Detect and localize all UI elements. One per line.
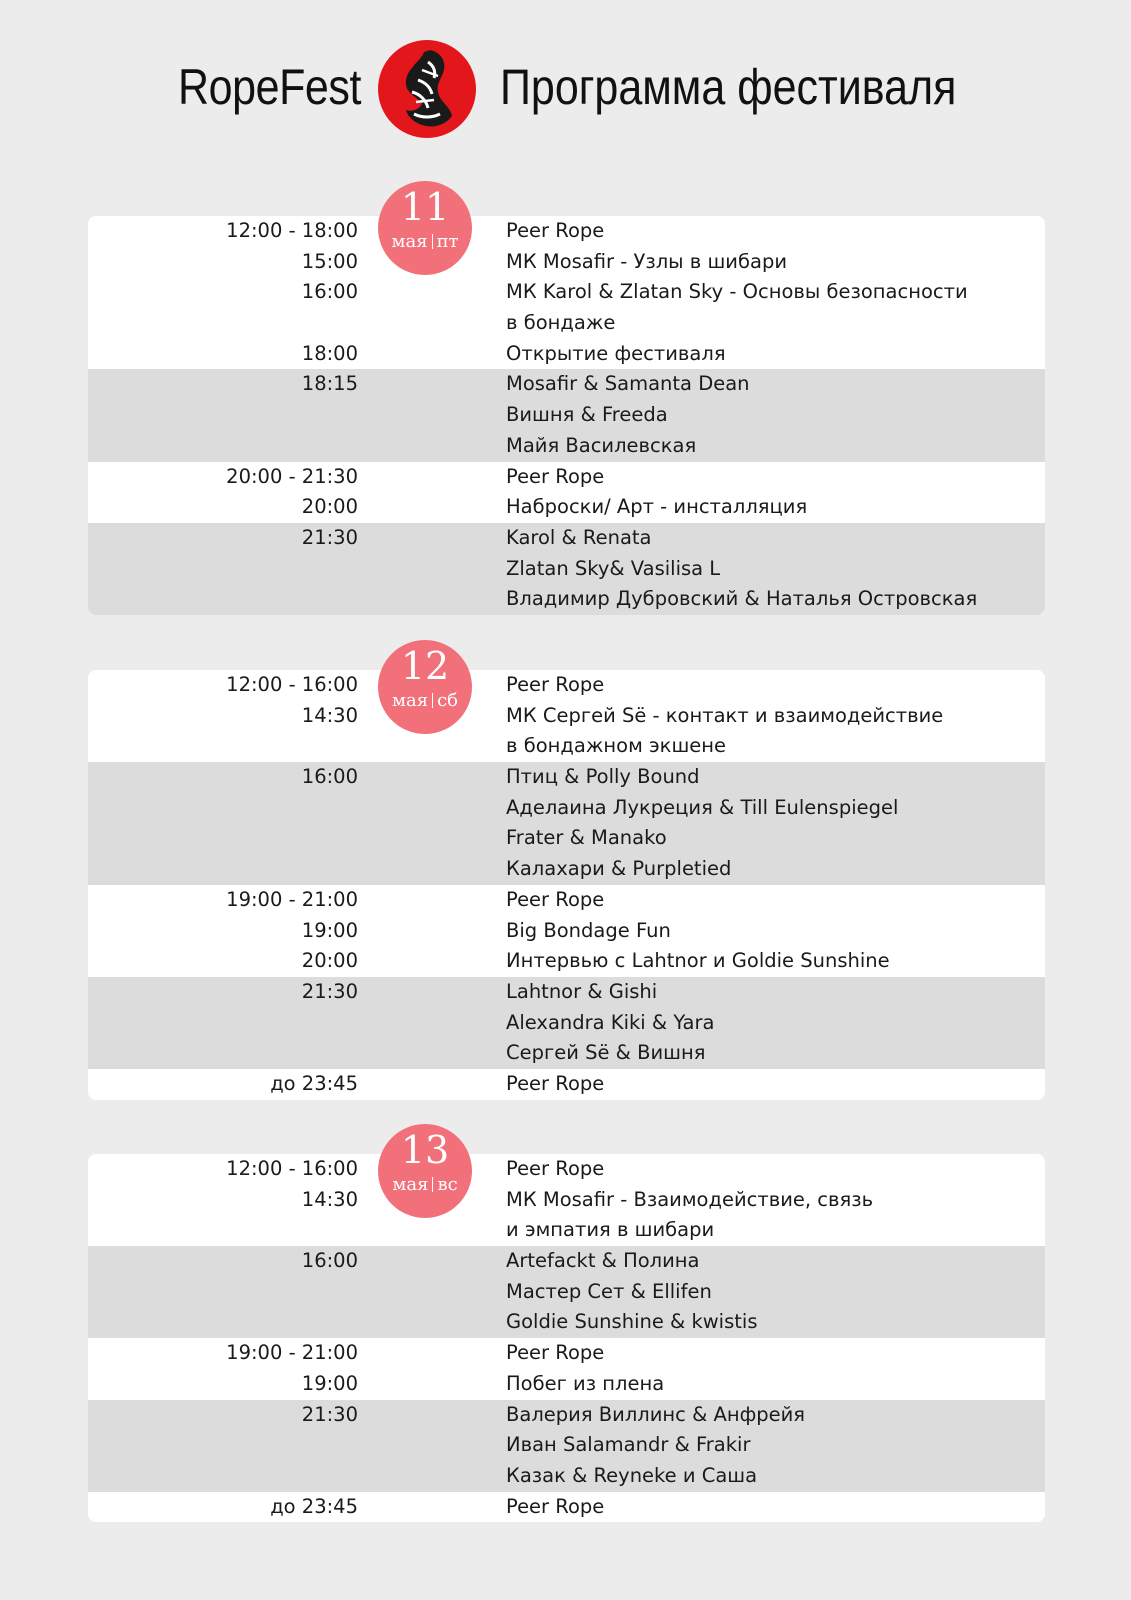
event-title: Казак & Reyneke и Саша	[506, 1463, 758, 1487]
event-title: в бондажном экшене	[506, 734, 727, 758]
schedule-row	[88, 339, 1045, 370]
day-card	[88, 1154, 1045, 1522]
schedule-row	[88, 1008, 1045, 1039]
event-title: Иван Salamandr & Frakir	[506, 1433, 751, 1457]
event-title: Peer Rope	[506, 1341, 605, 1365]
event-title: Peer Rope	[506, 673, 605, 696]
weekday-label: сб	[437, 690, 458, 711]
badge-divider	[432, 234, 433, 249]
schedule-row	[88, 1185, 1045, 1216]
event-title: Валерия Виллинс & Анфрейя	[506, 1402, 806, 1426]
day-number: 13	[400, 1128, 450, 1172]
event-title: Peer Rope	[506, 464, 605, 488]
event-time: 16:00	[301, 765, 358, 789]
schedule-row	[88, 762, 1045, 793]
event-title: Открытие фестиваля	[506, 341, 726, 365]
event-time: 16:00	[301, 1249, 358, 1273]
time-block	[88, 762, 1045, 885]
event-time: 14:30	[301, 703, 358, 727]
day-number: 11	[400, 185, 450, 229]
event-time: 16:00	[301, 280, 358, 304]
event-title: Наброски/ Арт - инсталляция	[506, 495, 808, 519]
schedule-row	[88, 216, 1045, 247]
brand-name: RopeFest	[178, 59, 361, 115]
page-title: Программа фестиваля	[500, 59, 957, 115]
event-title: Lahtnor & Gishi	[506, 979, 658, 1003]
schedule-row	[88, 492, 1045, 523]
event-title: Artefackt & Полина	[506, 1249, 700, 1273]
event-title: Mosafir & Samanta Dean	[506, 372, 750, 396]
event-title: Karol & Renata	[506, 525, 652, 549]
event-time: до 23:45	[270, 1071, 358, 1095]
schedule-row	[88, 670, 1045, 701]
event-time: 20:00	[301, 949, 358, 973]
time-block	[88, 462, 1045, 523]
event-title: Zlatan Sky& Vasilisa L	[506, 556, 721, 580]
schedule-row	[88, 1069, 1045, 1100]
event-title: Peer Rope	[506, 1494, 605, 1518]
month-label: мая	[391, 690, 429, 711]
event-title: Frater & Manako	[506, 826, 667, 850]
time-block	[88, 216, 1045, 369]
schedule-row	[88, 247, 1045, 278]
event-title: Майя Василевская	[506, 433, 697, 457]
event-time: 12:00 - 16:00	[226, 1157, 358, 1180]
event-title: в бондаже	[506, 311, 616, 335]
schedule-row	[88, 1246, 1045, 1277]
event-title: МК Сергей Sё - контакт и взаимодействие	[506, 703, 944, 727]
event-time: 15:00	[301, 249, 358, 273]
day-card	[88, 216, 1045, 615]
event-title: Аделаина Лукреция & Till Eulenspiegel	[506, 795, 899, 819]
schedule-row	[88, 462, 1045, 493]
schedule-row	[88, 701, 1045, 732]
schedule-row	[88, 885, 1045, 916]
month-label: мая	[392, 1174, 429, 1195]
day-card	[88, 670, 1045, 1100]
event-title: Big Bondage Fun	[506, 918, 671, 942]
event-title: Alexandra Kiki & Yara	[506, 1010, 715, 1034]
schedule-row	[88, 1277, 1045, 1308]
time-block	[88, 1492, 1045, 1523]
event-title: Goldie Sunshine & kwistis	[506, 1310, 758, 1334]
event-time: 12:00 - 16:00	[226, 673, 358, 696]
schedule-row	[88, 731, 1045, 762]
event-title: Peer Rope	[506, 887, 605, 911]
event-time: до 23:45	[270, 1494, 358, 1518]
event-title: Peer Rope	[506, 1157, 605, 1180]
day-label	[378, 231, 472, 253]
schedule-row	[88, 584, 1045, 615]
day-badge	[378, 1124, 472, 1218]
schedule-row	[88, 1369, 1045, 1400]
schedule-row	[88, 823, 1045, 854]
time-block	[88, 670, 1045, 762]
schedule-row	[88, 523, 1045, 554]
month-label: мая	[391, 231, 428, 252]
event-title: Peer Rope	[506, 219, 605, 242]
time-block	[88, 523, 1045, 615]
day-label	[378, 1174, 472, 1196]
event-title: Птиц & Polly Bound	[506, 765, 700, 789]
event-time: 12:00 - 18:00	[226, 219, 358, 242]
event-time: 21:30	[301, 525, 358, 549]
event-time: 19:00	[301, 1371, 358, 1395]
time-block	[88, 1400, 1045, 1492]
badge-divider	[432, 693, 433, 708]
event-time: 19:00	[301, 918, 358, 942]
schedule-row	[88, 946, 1045, 977]
event-time: 18:15	[301, 372, 358, 396]
time-block	[88, 977, 1045, 1069]
time-block	[88, 885, 1045, 977]
schedule-row	[88, 793, 1045, 824]
event-title: Сергей Sё & Вишня	[506, 1041, 706, 1065]
schedule-row	[88, 1154, 1045, 1185]
time-block	[88, 1154, 1045, 1246]
day-badge	[378, 181, 472, 275]
event-time: 21:30	[301, 979, 358, 1003]
schedule-row	[88, 1307, 1045, 1338]
event-title: Интервью с Lahtnor и Goldie Sunshine	[506, 949, 890, 973]
schedule-row	[88, 1430, 1045, 1461]
event-title: Владимир Дубровский & Наталья Островская	[506, 587, 978, 611]
schedule-row	[88, 1338, 1045, 1369]
event-title: Калахари & Purpletied	[506, 857, 732, 881]
time-block	[88, 369, 1045, 461]
schedule-row	[88, 1215, 1045, 1246]
ropefest-logo-icon	[378, 40, 476, 138]
event-time: 21:30	[301, 1402, 358, 1426]
schedule-row	[88, 308, 1045, 339]
event-time: 20:00	[301, 495, 358, 519]
event-title: МК Mosafir - Взаимодействие, связь	[506, 1187, 874, 1211]
event-time: 18:00	[301, 341, 358, 365]
schedule-row	[88, 1461, 1045, 1492]
event-title: МК Karol & Zlatan Sky - Основы безопасности	[506, 280, 968, 304]
schedule-row	[88, 977, 1045, 1008]
schedule-row	[88, 554, 1045, 585]
badge-divider	[432, 1177, 433, 1192]
event-time: 19:00 - 21:00	[226, 887, 358, 911]
day-number: 12	[400, 644, 450, 688]
event-title: Peer Rope	[506, 1071, 605, 1095]
weekday-label: вс	[437, 1174, 458, 1195]
time-block	[88, 1069, 1045, 1100]
event-title: и эмпатия в шибари	[506, 1218, 715, 1242]
event-title: Мастер Сет & Ellifen	[506, 1279, 712, 1303]
page-header	[0, 40, 1131, 144]
schedule-row	[88, 431, 1045, 462]
event-time: 14:30	[301, 1187, 358, 1211]
weekday-label: пт	[436, 231, 459, 252]
schedule-row	[88, 400, 1045, 431]
day-badge	[378, 640, 472, 734]
schedule-row	[88, 1400, 1045, 1431]
schedule-row	[88, 1038, 1045, 1069]
schedule-row	[88, 854, 1045, 885]
event-title: Вишня & Freeda	[506, 403, 668, 427]
schedule-row	[88, 916, 1045, 947]
event-time: 19:00 - 21:00	[226, 1341, 358, 1365]
schedule-row	[88, 277, 1045, 308]
time-block	[88, 1338, 1045, 1399]
day-label	[378, 690, 472, 712]
event-title: Побег из плена	[506, 1371, 665, 1395]
event-time: 20:00 - 21:30	[226, 464, 358, 488]
event-title: МК Mosafir - Узлы в шибари	[506, 249, 788, 273]
time-block	[88, 1246, 1045, 1338]
schedule-row	[88, 369, 1045, 400]
schedule-row	[88, 1492, 1045, 1523]
